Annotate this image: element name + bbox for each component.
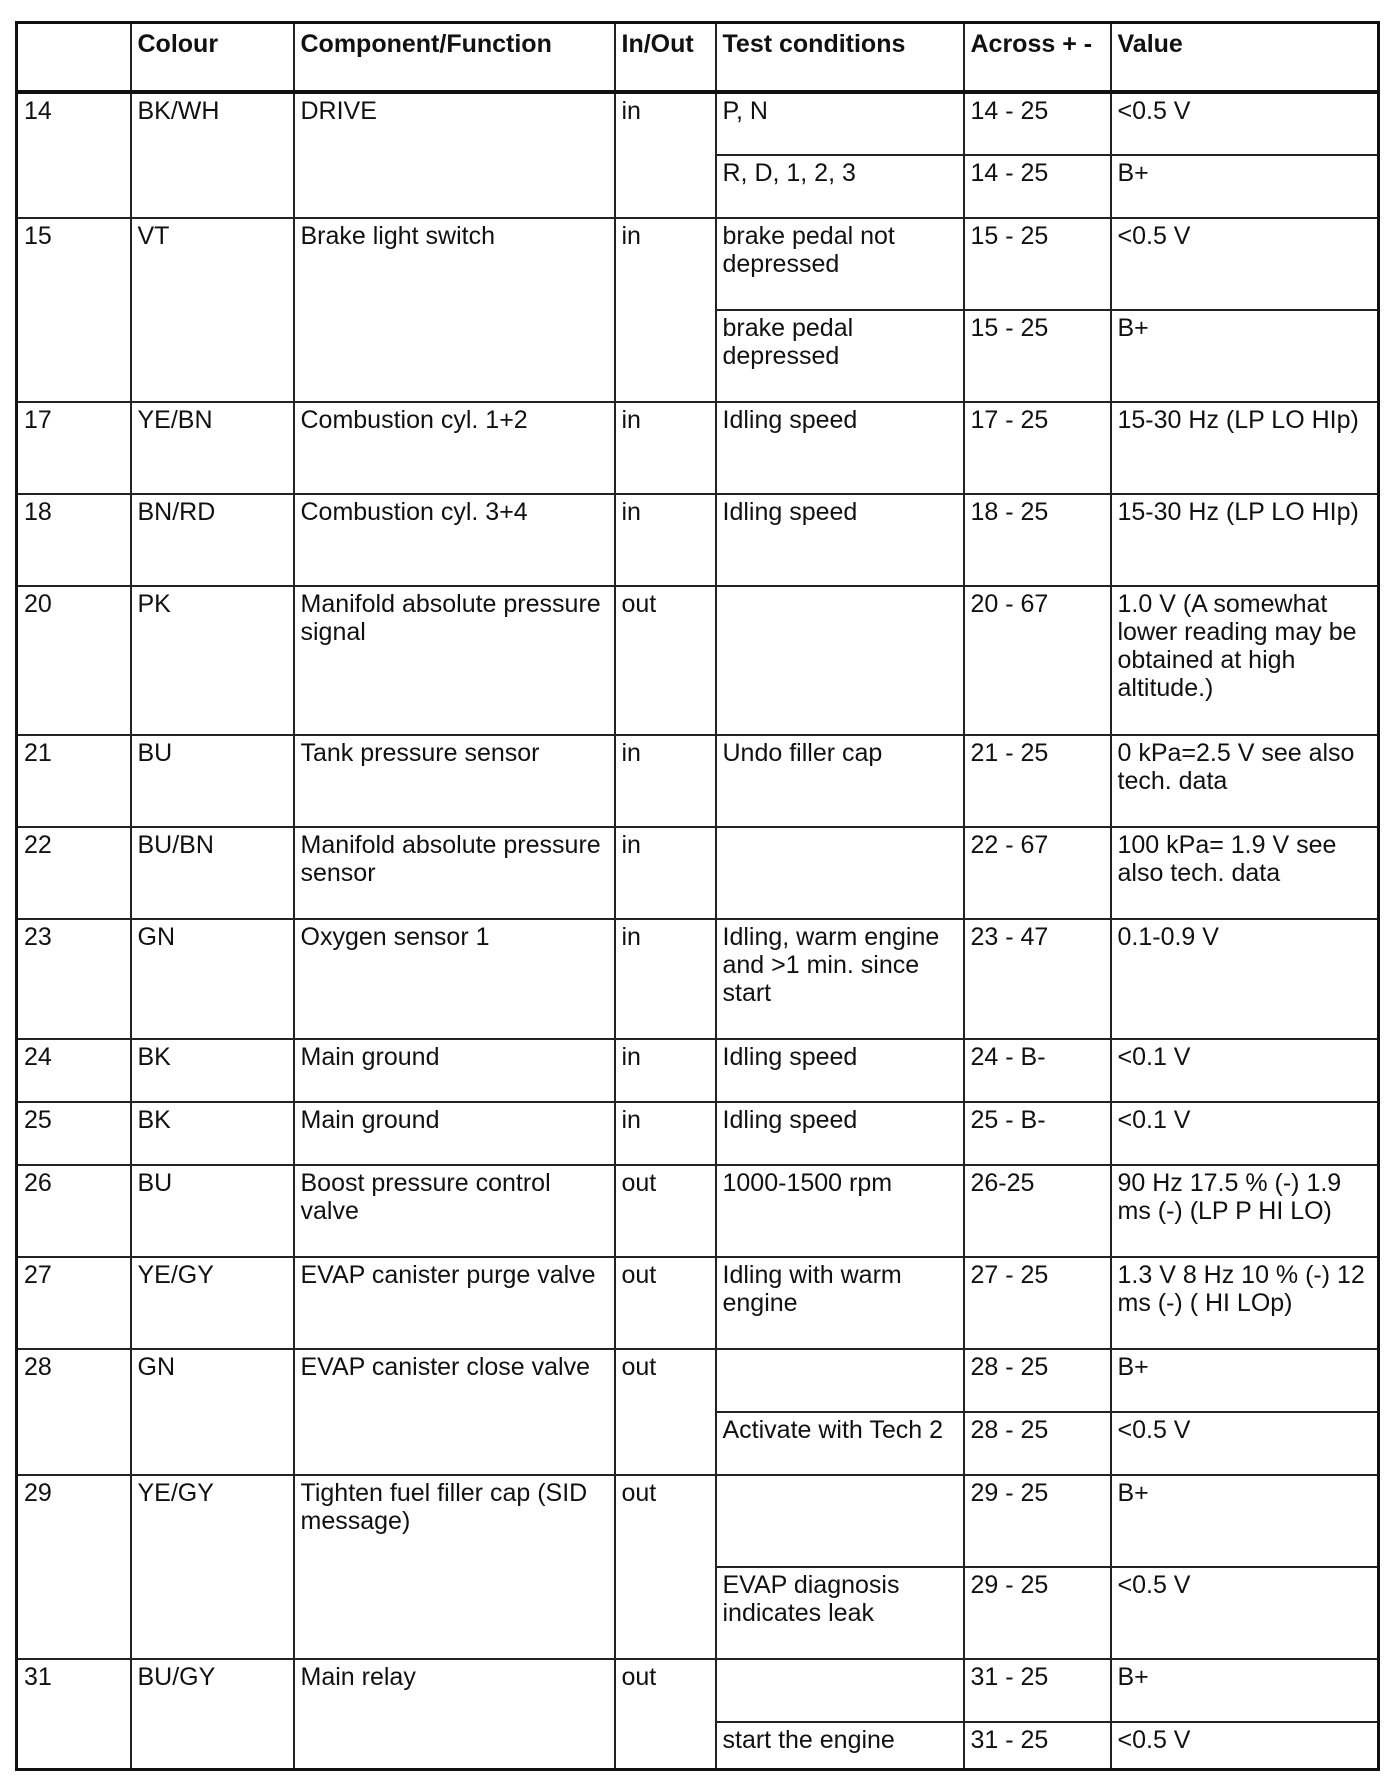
table-row — [17, 1659, 1379, 1722]
colour-cell: GN — [131, 1349, 294, 1475]
inout-cell: in — [615, 494, 716, 586]
component-cell: Combustion cyl. 3+4 — [294, 494, 615, 586]
component-cell: EVAP canister purge valve — [294, 1257, 615, 1349]
pin-number-cell: 15 — [17, 218, 131, 402]
colour-cell: BK — [131, 1039, 294, 1102]
value-cell: 100 kPa= 1.9 V see also tech. data — [1111, 827, 1379, 919]
colour-cell: GN — [131, 919, 294, 1039]
table-row — [17, 1039, 1379, 1102]
value-cell: <0.1 V — [1111, 1039, 1379, 1102]
colour-cell: YE/GY — [131, 1257, 294, 1349]
test-condition-cell: Idling speed — [716, 1102, 964, 1165]
pin-number-cell: 20 — [17, 586, 131, 735]
value-cell: B+ — [1111, 155, 1379, 218]
across-cell: 31 - 25 — [964, 1722, 1111, 1769]
test-condition-cell: brake pedal depressed — [716, 310, 964, 402]
table-row — [17, 1349, 1379, 1412]
colour-cell: VT — [131, 218, 294, 402]
across-cell: 24 - B- — [964, 1039, 1111, 1102]
across-cell: 22 - 67 — [964, 827, 1111, 919]
across-cell: 28 - 25 — [964, 1412, 1111, 1475]
test-condition-cell: Idling speed — [716, 402, 964, 494]
pin-test-table — [15, 21, 1380, 1771]
component-cell: Tank pressure sensor — [294, 735, 615, 827]
across-cell: 15 - 25 — [964, 218, 1111, 310]
test-condition-cell: Undo filler cap — [716, 735, 964, 827]
across-cell: 28 - 25 — [964, 1349, 1111, 1412]
inout-cell: in — [615, 735, 716, 827]
test-condition-cell: Idling speed — [716, 1039, 964, 1102]
header-across: Across + - — [964, 23, 1111, 93]
component-cell: Brake light switch — [294, 218, 615, 402]
inout-cell: out — [615, 1349, 716, 1475]
value-cell: 15-30 Hz (LP LO HIp) — [1111, 402, 1379, 494]
inout-cell: out — [615, 1659, 716, 1769]
inout-cell: in — [615, 1039, 716, 1102]
across-cell: 20 - 67 — [964, 586, 1111, 735]
across-cell: 25 - B- — [964, 1102, 1111, 1165]
across-cell: 15 - 25 — [964, 310, 1111, 402]
inout-cell: in — [615, 827, 716, 919]
component-cell: Tighten fuel filler cap (SID message) — [294, 1475, 615, 1659]
table-row — [17, 402, 1379, 494]
colour-cell: BU/BN — [131, 827, 294, 919]
inout-cell: out — [615, 586, 716, 735]
header-pin — [17, 23, 131, 93]
test-condition-cell: start the engine — [716, 1722, 964, 1769]
value-cell: B+ — [1111, 310, 1379, 402]
across-cell: 31 - 25 — [964, 1659, 1111, 1722]
value-cell: 15-30 Hz (LP LO HIp) — [1111, 494, 1379, 586]
pin-table-container — [15, 21, 1380, 1771]
colour-cell: BU — [131, 1165, 294, 1257]
across-cell: 18 - 25 — [964, 494, 1111, 586]
test-condition-cell: Idling speed — [716, 494, 964, 586]
test-condition-cell: EVAP diagnosis indicates leak — [716, 1567, 964, 1659]
table-row — [17, 1257, 1379, 1349]
pin-number-cell: 18 — [17, 494, 131, 586]
header-colour: Colour — [131, 23, 294, 93]
across-cell: 14 - 25 — [964, 155, 1111, 218]
value-cell: <0.1 V — [1111, 1102, 1379, 1165]
pin-number-cell: 22 — [17, 827, 131, 919]
colour-cell: YE/GY — [131, 1475, 294, 1659]
colour-cell: BK — [131, 1102, 294, 1165]
value-cell: <0.5 V — [1111, 218, 1379, 310]
inout-cell: in — [615, 919, 716, 1039]
colour-cell: BK/WH — [131, 92, 294, 218]
pin-number-cell: 14 — [17, 92, 131, 218]
table-body — [17, 92, 1379, 1769]
pin-number-cell: 25 — [17, 1102, 131, 1165]
across-cell: 21 - 25 — [964, 735, 1111, 827]
value-cell: 1.3 V 8 Hz 10 % (-) 12 ms (-) ( HI LOp) — [1111, 1257, 1379, 1349]
inout-cell: in — [615, 1102, 716, 1165]
table-row — [17, 1165, 1379, 1257]
table-row — [17, 919, 1379, 1039]
component-cell: Main ground — [294, 1039, 615, 1102]
test-condition-cell: Idling, warm engine and >1 min. since start — [716, 919, 964, 1039]
pin-number-cell: 31 — [17, 1659, 131, 1769]
test-condition-cell: P, N — [716, 92, 964, 155]
component-cell: DRIVE — [294, 92, 615, 218]
colour-cell: BN/RD — [131, 494, 294, 586]
component-cell: Main ground — [294, 1102, 615, 1165]
table-row — [17, 92, 1379, 155]
across-cell: 29 - 25 — [964, 1567, 1111, 1659]
pin-number-cell: 27 — [17, 1257, 131, 1349]
inout-cell: out — [615, 1257, 716, 1349]
component-cell: Main relay — [294, 1659, 615, 1769]
colour-cell: YE/BN — [131, 402, 294, 494]
value-cell: 0 kPa=2.5 V see also tech. data — [1111, 735, 1379, 827]
table-row — [17, 1475, 1379, 1567]
inout-cell: in — [615, 402, 716, 494]
across-cell: 23 - 47 — [964, 919, 1111, 1039]
test-condition-cell — [716, 586, 964, 735]
header-row — [17, 23, 1379, 93]
test-condition-cell: 1000-1500 rpm — [716, 1165, 964, 1257]
test-condition-cell — [716, 1349, 964, 1412]
component-cell: Manifold absolute pressure sensor — [294, 827, 615, 919]
table-row — [17, 827, 1379, 919]
value-cell: B+ — [1111, 1659, 1379, 1722]
table-row — [17, 218, 1379, 310]
value-cell: B+ — [1111, 1349, 1379, 1412]
test-condition-cell — [716, 1659, 964, 1722]
table-row — [17, 1102, 1379, 1165]
value-cell: B+ — [1111, 1475, 1379, 1567]
test-condition-cell: Activate with Tech 2 — [716, 1412, 964, 1475]
across-cell: 17 - 25 — [964, 402, 1111, 494]
component-cell: EVAP canister close valve — [294, 1349, 615, 1475]
colour-cell: PK — [131, 586, 294, 735]
inout-cell: in — [615, 218, 716, 402]
pin-number-cell: 29 — [17, 1475, 131, 1659]
across-cell: 14 - 25 — [964, 92, 1111, 155]
value-cell: <0.5 V — [1111, 1722, 1379, 1769]
component-cell: Boost pressure control valve — [294, 1165, 615, 1257]
pin-number-cell: 21 — [17, 735, 131, 827]
pin-number-cell: 17 — [17, 402, 131, 494]
header-inout: In/Out — [615, 23, 716, 93]
component-cell: Combustion cyl. 1+2 — [294, 402, 615, 494]
table-row — [17, 735, 1379, 827]
value-cell: <0.5 V — [1111, 1412, 1379, 1475]
inout-cell: in — [615, 92, 716, 218]
pin-number-cell: 28 — [17, 1349, 131, 1475]
value-cell: <0.5 V — [1111, 92, 1379, 155]
header-component: Component/Function — [294, 23, 615, 93]
table-row — [17, 494, 1379, 586]
across-cell: 27 - 25 — [964, 1257, 1111, 1349]
across-cell: 29 - 25 — [964, 1475, 1111, 1567]
across-cell: 26-25 — [964, 1165, 1111, 1257]
value-cell: <0.5 V — [1111, 1567, 1379, 1659]
test-condition-cell: Idling with warm engine — [716, 1257, 964, 1349]
header-test-conditions: Test conditions — [716, 23, 964, 93]
value-cell: 0.1-0.9 V — [1111, 919, 1379, 1039]
inout-cell: out — [615, 1165, 716, 1257]
test-condition-cell: brake pedal not depressed — [716, 218, 964, 310]
component-cell: Manifold absolute pressure signal — [294, 586, 615, 735]
pin-number-cell: 26 — [17, 1165, 131, 1257]
pin-number-cell: 23 — [17, 919, 131, 1039]
value-cell: 90 Hz 17.5 % (-) 1.9 ms (-) (LP P HI LO) — [1111, 1165, 1379, 1257]
table-row — [17, 586, 1379, 735]
component-cell: Oxygen sensor 1 — [294, 919, 615, 1039]
pin-number-cell: 24 — [17, 1039, 131, 1102]
colour-cell: BU/GY — [131, 1659, 294, 1769]
colour-cell: BU — [131, 735, 294, 827]
test-condition-cell: R, D, 1, 2, 3 — [716, 155, 964, 218]
header-value: Value — [1111, 23, 1379, 93]
test-condition-cell — [716, 827, 964, 919]
test-condition-cell — [716, 1475, 964, 1567]
value-cell: 1.0 V (A somewhat lower reading may be obtained at high altitude.) — [1111, 586, 1379, 735]
inout-cell: out — [615, 1475, 716, 1659]
